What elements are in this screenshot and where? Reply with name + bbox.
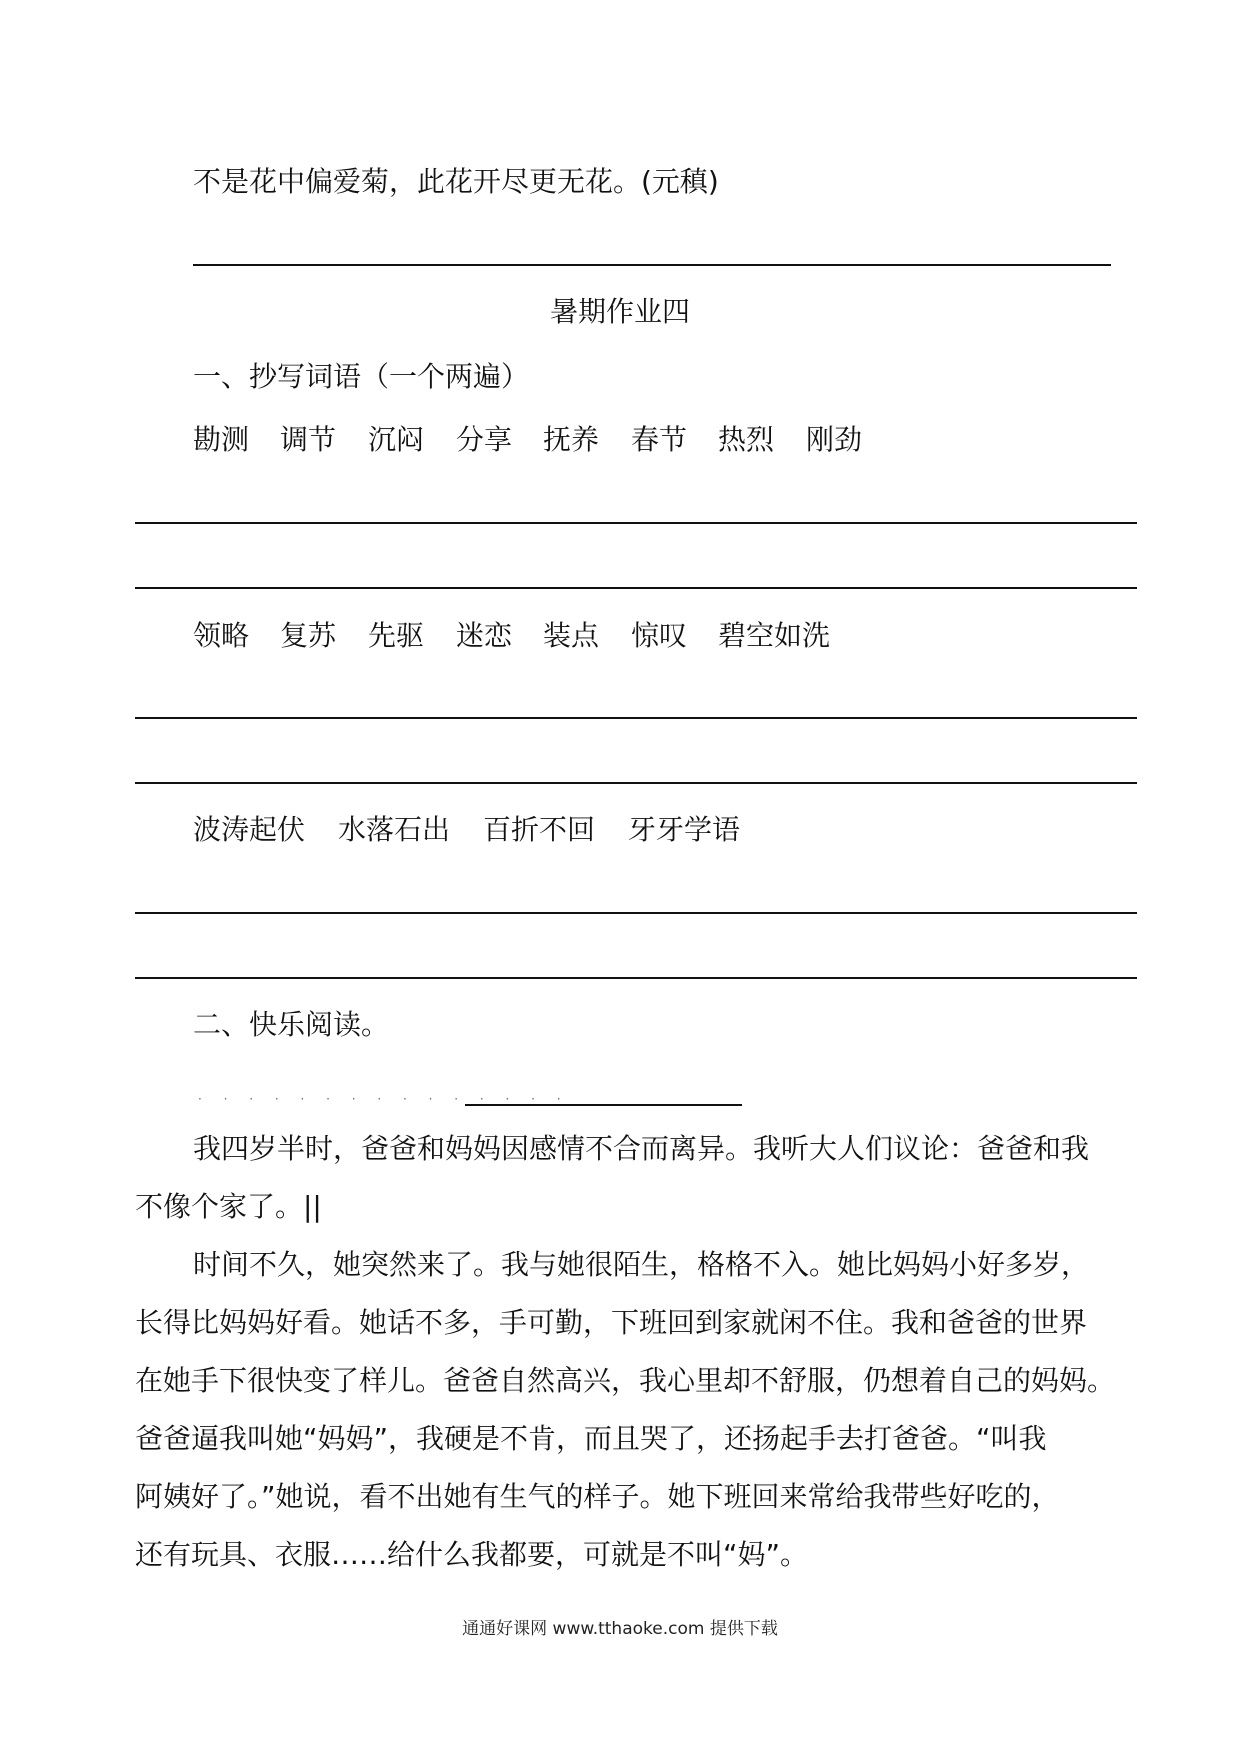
word: 调节 [280,423,337,456]
writing-line [135,587,1137,589]
word: 热烈 [718,423,775,456]
section2-heading: 二、快乐阅读。 [193,1008,390,1041]
paragraph-line: 阿姨好了。”她说，看不出她有生气的样子。她下班回来常给我带些好吃的， [135,1480,1060,1513]
word: 水落石出 [338,813,451,846]
writing-line [135,977,1137,979]
word: 春节 [631,423,688,456]
word-row-1 [193,420,862,460]
word: 刚劲 [806,423,863,456]
word: 领略 [193,619,250,652]
section1-heading: 一、抄写词语（一个两遍） [193,360,530,393]
paragraph-line: 还有玩具、衣服……给什么我都要，可就是不叫“妈”。 [135,1538,809,1571]
word: 百折不回 [483,813,596,846]
writing-line [135,522,1137,524]
word: 勘测 [193,423,250,456]
writing-line [135,717,1137,719]
word: 牙牙学语 [628,813,741,846]
word: 装点 [543,619,600,652]
word: 沉闷 [368,423,425,456]
word: 先驱 [368,619,425,652]
emphasis-dots: · · · · · · · · · · · · · · · [198,1092,570,1106]
word: 惊叹 [631,619,688,652]
paragraph-line: 时间不久，她突然来了。我与她很陌生，格格不入。她比妈妈小好多岁， [193,1248,1090,1281]
word: 复苏 [280,619,337,652]
writing-line [135,782,1137,784]
page-title: 暑期作业四 [549,295,690,328]
paragraph-line: 不像个家了。|| [135,1190,322,1223]
title-blank-line [465,1104,742,1106]
word: 波涛起伏 [193,813,306,846]
paragraph-line: 爸爸逼我叫她“妈妈”，我硬是不肯，而且哭了，还扬起手去打爸爸。“叫我 [135,1422,1047,1455]
word: 分享 [456,423,513,456]
reading-passage [135,1120,1135,1584]
word-row-3 [193,810,740,850]
paragraph-line: 在她手下很快变了样儿。爸爸自然高兴，我心里却不舒服，仍想着自己的妈妈。 [135,1364,1116,1397]
word: 抚养 [543,423,600,456]
divider-line [193,264,1111,266]
writing-line [135,912,1137,914]
word: 碧空如洗 [718,619,831,652]
word: 迷恋 [456,619,513,652]
word-row-2 [193,616,830,656]
paragraph-line: 长得比妈妈好看。她话不多，手可勤，下班回到家就闲不住。我和爸爸的世界 [135,1306,1088,1339]
poem-line: 不是花中偏爱菊，此花开尽更无花。(元稹) [193,165,719,198]
paragraph-line: 我四岁半时，爸爸和妈妈因感情不合而离异。我听大人们议论：爸爸和我 [193,1132,1090,1165]
footer-credit: 通通好课网 www.tthaoke.com 提供下载 [462,1619,778,1639]
